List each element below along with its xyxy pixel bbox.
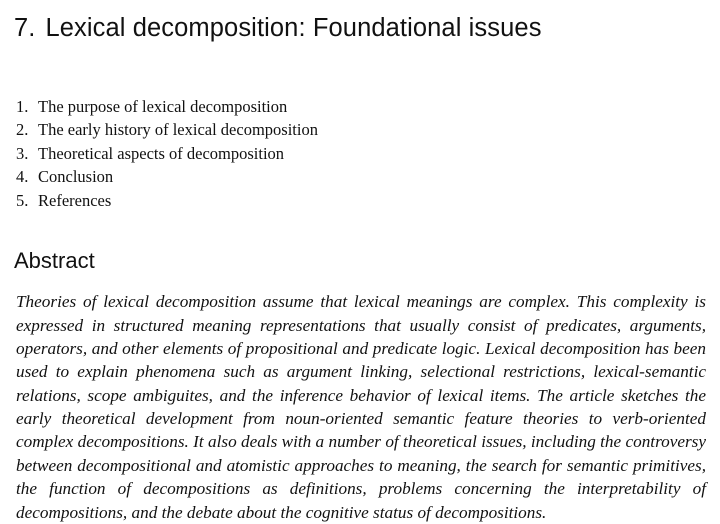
toc-item-number: 5. <box>16 190 29 210</box>
list-item <box>16 189 710 212</box>
toc-item-number: 1. <box>16 97 29 116</box>
abstract-paragraph: Theories of lexical decomposition assume that lexical meanings are complex. This complexity is expressed in structured meaning representations that usually consist of predicates, arguments, operators, and other elements of propositional and predicate logic. Lexical decomposition has been used to explain phenomena such as argument linking, selectional restrictions, lexical-semantic relations, scope ambiguites, and the inference behavior of lexical items. The article sketches the early theoretical development from noun-oriented semantic feature theories to verb-oriented complex decompositions. It also deals with a number of theoretical issues, including the controversy between decompositional and atomistic approaches to meaning, the search for semantic primitives, the function of decompositions as definitions, problems concerning the interpretability of decompositions, and the debate about the cognitive status of decompositions. <box>16 292 706 522</box>
list-item <box>16 118 710 141</box>
table-of-contents <box>16 95 710 212</box>
toc-item-label: The purpose of lexical decomposition <box>38 97 288 116</box>
toc-item-label: References <box>38 190 112 210</box>
abstract-heading: Abstract <box>14 248 95 274</box>
toc-item-number: 4. <box>16 167 29 187</box>
toc-item-label: Conclusion <box>38 167 114 187</box>
list-item <box>16 165 710 188</box>
abstract-body <box>16 290 706 524</box>
toc-item-number: 3. <box>16 143 29 163</box>
toc-item-label: Theoretical aspects of decomposition <box>38 143 285 163</box>
toc-item-label: The early history of lexical decomposition <box>38 120 318 140</box>
list-item <box>16 142 710 165</box>
page-title <box>14 14 710 43</box>
chapter-title-text: Lexical decomposition: Foundational issues <box>45 14 542 42</box>
chapter-number: 7. <box>14 14 36 42</box>
list-item <box>16 95 710 118</box>
toc-item-number: 2. <box>16 120 29 140</box>
